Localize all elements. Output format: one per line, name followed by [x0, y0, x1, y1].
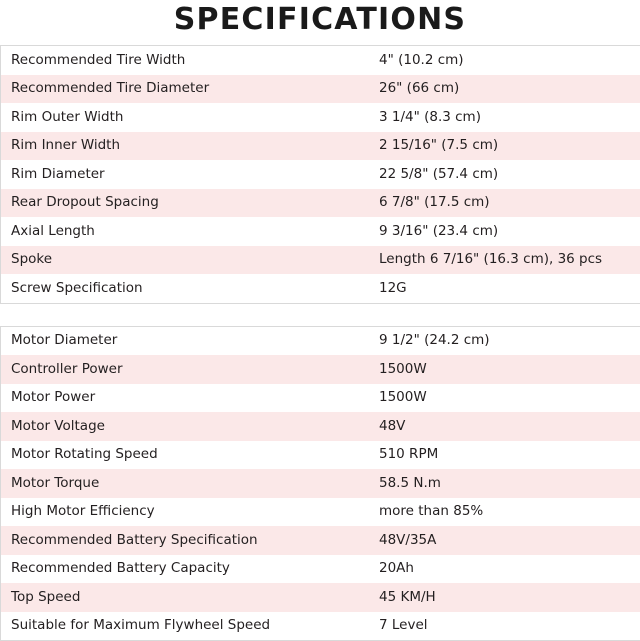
spec-value: 7 Level: [369, 612, 640, 641]
spec-value: 58.5 N.m: [369, 469, 640, 498]
spec-label: Motor Diameter: [1, 326, 370, 355]
spec-label: Rim Outer Width: [1, 103, 370, 132]
spec-value: 3 1/4" (8.3 cm): [369, 103, 640, 132]
spec-value: Length 6 7/16" (16.3 cm), 36 pcs: [369, 246, 640, 275]
spec-label: Motor Rotating Speed: [1, 441, 370, 470]
wheel-specifications-body: [1, 46, 640, 304]
table-row: [1, 75, 640, 104]
table-row: [1, 132, 640, 161]
motor-specifications-body: [1, 326, 640, 641]
spec-label: Rim Inner Width: [1, 132, 370, 161]
spec-value: 6 7/8" (17.5 cm): [369, 189, 640, 218]
spec-label: Axial Length: [1, 217, 370, 246]
table-row: [1, 555, 640, 584]
table-row: [1, 498, 640, 527]
spec-value: more than 85%: [369, 498, 640, 527]
table-row: [1, 160, 640, 189]
motor-specifications-table: [0, 326, 640, 641]
spec-value: 45 KM/H: [369, 583, 640, 612]
spec-label: Recommended Tire Diameter: [1, 75, 370, 104]
wheel-specifications-table: [0, 45, 640, 304]
spec-label: High Motor Efficiency: [1, 498, 370, 527]
spec-value: 20Ah: [369, 555, 640, 584]
table-row: [1, 217, 640, 246]
spec-label: Motor Voltage: [1, 412, 370, 441]
spec-value: 22 5/8" (57.4 cm): [369, 160, 640, 189]
spec-value: 9 1/2" (24.2 cm): [369, 326, 640, 355]
table-row: [1, 384, 640, 413]
table-row: [1, 246, 640, 275]
spec-value: 48V/35A: [369, 526, 640, 555]
spec-value: 12G: [369, 274, 640, 303]
table-row: [1, 469, 640, 498]
table-row: [1, 355, 640, 384]
spec-label: Motor Torque: [1, 469, 370, 498]
spec-value: 4" (10.2 cm): [369, 46, 640, 75]
table-row: [1, 526, 640, 555]
spec-label: Controller Power: [1, 355, 370, 384]
spec-label: Recommended Tire Width: [1, 46, 370, 75]
table-row: [1, 46, 640, 75]
spec-value: 1500W: [369, 384, 640, 413]
spec-value: 48V: [369, 412, 640, 441]
table-row: [1, 441, 640, 470]
spec-label: Recommended Battery Capacity: [1, 555, 370, 584]
spec-value: 26" (66 cm): [369, 75, 640, 104]
page-title: SPECIFICATIONS: [0, 0, 640, 45]
spec-label: Recommended Battery Specification: [1, 526, 370, 555]
spec-label: Rear Dropout Spacing: [1, 189, 370, 218]
table-row: [1, 326, 640, 355]
table-row: [1, 274, 640, 303]
spec-label: Suitable for Maximum Flywheel Speed: [1, 612, 370, 641]
table-row: [1, 612, 640, 641]
table-row: [1, 583, 640, 612]
table-row: [1, 103, 640, 132]
table-row: [1, 412, 640, 441]
spec-value: 2 15/16" (7.5 cm): [369, 132, 640, 161]
spec-value: 510 RPM: [369, 441, 640, 470]
table-row: [1, 189, 640, 218]
spec-value: 9 3/16" (23.4 cm): [369, 217, 640, 246]
spec-label: Spoke: [1, 246, 370, 275]
spec-label: Top Speed: [1, 583, 370, 612]
spec-value: 1500W: [369, 355, 640, 384]
spec-label: Motor Power: [1, 384, 370, 413]
spec-label: Screw Specification: [1, 274, 370, 303]
spec-label: Rim Diameter: [1, 160, 370, 189]
table-divider: [0, 318, 640, 326]
